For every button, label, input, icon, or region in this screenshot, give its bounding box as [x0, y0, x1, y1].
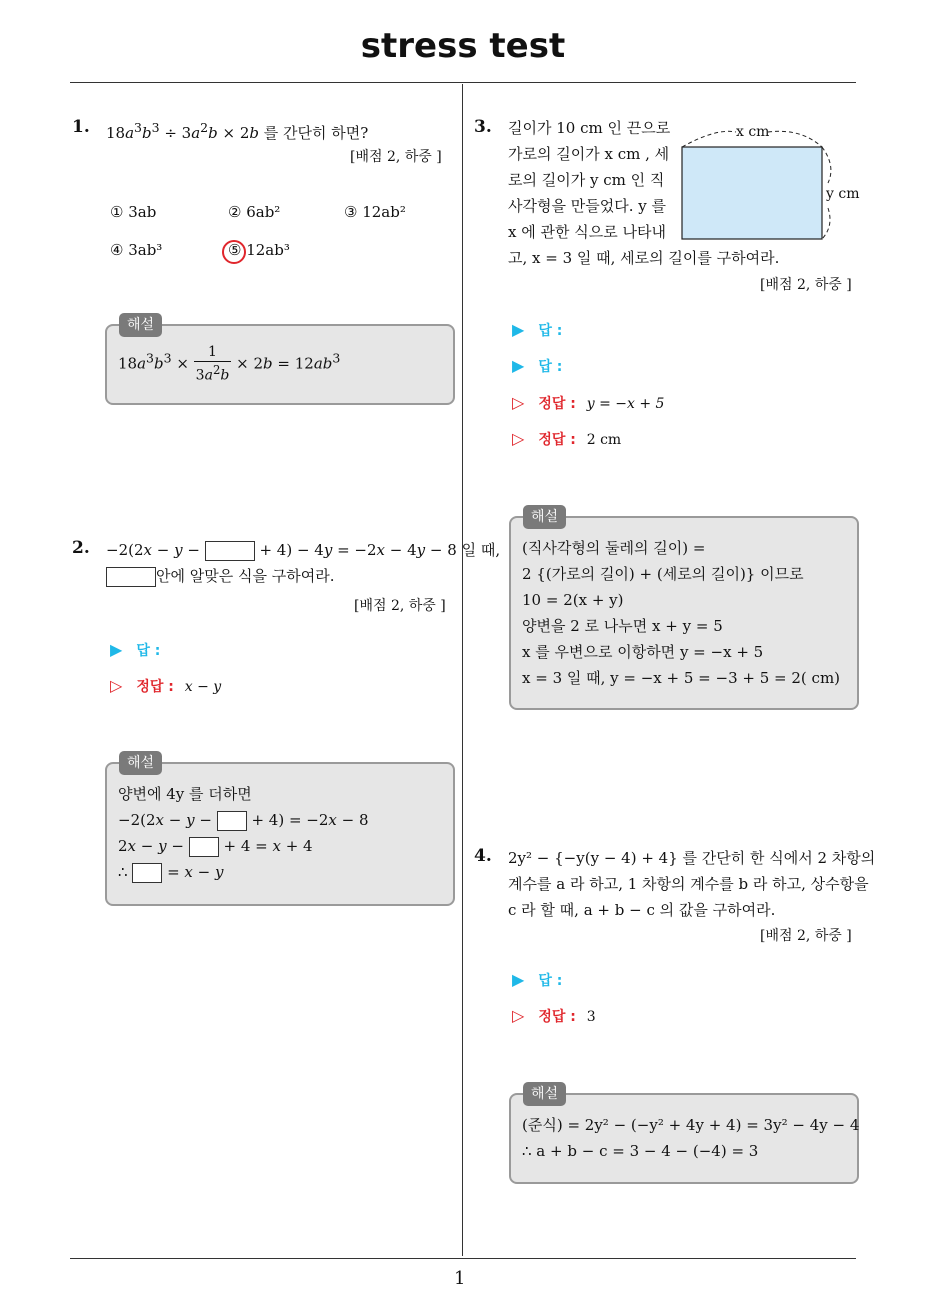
- q1-explanation-formula: $18a^3b^3$ × $\frac{1}{3a^2b}$ × $2b = 12ab^3$: [118, 344, 341, 384]
- q1-explanation-tag: 해설: [119, 313, 162, 337]
- header-rule: [70, 82, 856, 83]
- q3-explanation-line5: x 를 우변으로 이항하면 y = −x + 5: [522, 643, 764, 661]
- question-4-line1: 2y² − {−y(y − 4) + 4} 를 간단히 한 식에서 2 차항의: [508, 849, 876, 867]
- q2-explanation-line3: 2x − y − + 4 = x + 4: [118, 837, 313, 855]
- question-3-number: 3.: [474, 117, 492, 137]
- play-icon: ▶: [512, 356, 525, 375]
- q3-answer-row-1[interactable]: ▶ 답 :: [512, 320, 563, 339]
- question-3-line3: 로의 길이가 y cm 인 직: [508, 171, 665, 189]
- q3-explanation-line4: 양변을 2 로 나누면 x + y = 5: [522, 617, 723, 635]
- side-dash-top: [822, 147, 831, 183]
- question-3-line1: 길이가 10 cm 인 끈으로: [508, 119, 671, 137]
- question-1-text: $18a^3b^3 \div 3a^2b \times 2b$ 를 간단히 하면?: [106, 120, 369, 142]
- question-1-meta: [배점 2, 하중 ]: [350, 149, 442, 165]
- q4-explanation-line2: ∴ a + b − c = 3 − 4 − (−4) = 3: [522, 1142, 759, 1160]
- q3-explanation-tag: 해설: [523, 505, 566, 529]
- q3-explanation-line6: x = 3 일 때, y = −x + 5 = −3 + 5 = 2( cm): [522, 669, 841, 687]
- q3-explanation-line3: 10 = 2(x + y): [522, 591, 624, 609]
- q3-answer-row-2[interactable]: ▶ 답 :: [512, 356, 563, 375]
- column-divider: [462, 84, 463, 1256]
- q2-blank-box: [205, 541, 255, 561]
- question-1-number: 1.: [72, 117, 90, 137]
- question-3-line5: x 에 관한 식으로 나타내: [508, 223, 666, 241]
- rectangle-figure: [676, 118, 866, 248]
- question-4-number: 4.: [474, 846, 492, 866]
- question-4-line2: 계수를 a 라 하고, 1 차항의 계수를 b 라 하고, 상수항을: [508, 875, 869, 893]
- play-icon: ▶: [110, 640, 123, 659]
- q3-explanation-line2: 2 {(가로의 길이) + (세로의 길이)} 이므로: [522, 565, 804, 583]
- question-2-text: −2(2x − y − + 4) − 4y = −2x − 4y − 8 일 때,: [106, 541, 501, 559]
- q1-choice-2[interactable]: ② 6ab²: [228, 203, 281, 221]
- q1-choice-3[interactable]: ③ 12ab²: [344, 203, 406, 221]
- top-dash-right: [768, 131, 822, 147]
- outline-triangle-icon: ▷: [110, 676, 123, 695]
- question-4-line3: c 라 할 때, a + b − c 의 값을 구하여라.: [508, 901, 776, 919]
- figure-side-label: y cm: [826, 186, 860, 202]
- question-2-text-line2: 안에 알맞은 식을 구하여라.: [106, 566, 334, 587]
- outline-triangle-icon: ▷: [512, 393, 525, 412]
- q4-explanation-tag: 해설: [523, 1082, 566, 1106]
- q3-correct-row-2: ▷ 정답 : 2 cm: [512, 429, 622, 448]
- q1-choice-4[interactable]: ④ 3ab³: [110, 241, 163, 259]
- question-2-number: 2.: [72, 538, 90, 558]
- page-number: 1: [454, 1268, 466, 1289]
- q2-answer-row[interactable]: ▶ 답 :: [110, 640, 161, 659]
- top-dash-left: [682, 131, 736, 147]
- q4-correct-row: ▷ 정답 : 3: [512, 1006, 596, 1025]
- question-3-line2: 가로의 길이가 x cm , 세: [508, 145, 670, 163]
- question-3-line6: 고, x = 3 일 때, 세로의 길이를 구하여라.: [508, 249, 780, 267]
- q2-correct-row: ▷ 정답 : x − y: [110, 676, 222, 695]
- q2-explanation-line2: −2(2x − y − + 4) = −2x − 8: [118, 811, 369, 829]
- outline-triangle-icon: ▷: [512, 1006, 525, 1025]
- question-4-meta: [배점 2, 하중 ]: [760, 928, 852, 944]
- q2-blank-box-2: [106, 567, 156, 587]
- q2-explanation-line1: 양변에 4y 를 더하면: [118, 785, 252, 803]
- q3-explanation-line1: (직사각형의 둘레의 길이) =: [522, 539, 706, 557]
- rectangle-shape: [682, 147, 822, 239]
- page-title: stress test: [360, 26, 566, 66]
- footer-rule: [70, 1258, 856, 1259]
- q1-choice-1[interactable]: ① 3ab: [110, 203, 157, 221]
- q4-explanation-line1: (준식) = 2y² − (−y² + 4y + 4) = 3y² − 4y − 4: [522, 1116, 860, 1134]
- play-icon: ▶: [512, 320, 525, 339]
- side-dash-bottom: [822, 208, 830, 239]
- q2-explanation-line4: ∴ = x − y: [118, 863, 224, 881]
- outline-triangle-icon: ▷: [512, 429, 525, 448]
- figure-top-label: x cm: [736, 124, 770, 140]
- q4-explanation-box: [509, 1093, 859, 1184]
- question-3-line4: 사각형을 만들었다. y 를: [508, 197, 666, 215]
- question-2-meta: [배점 2, 하중 ]: [354, 598, 446, 614]
- q1-choice-5[interactable]: ⑤ 12ab³: [228, 241, 290, 259]
- q4-answer-row[interactable]: ▶ 답 :: [512, 970, 563, 989]
- q2-explanation-tag: 해설: [119, 751, 162, 775]
- question-3-meta: [배점 2, 하중 ]: [760, 277, 852, 293]
- play-icon: ▶: [512, 970, 525, 989]
- q3-correct-row-1: ▷ 정답 : y = −x + 5: [512, 393, 665, 412]
